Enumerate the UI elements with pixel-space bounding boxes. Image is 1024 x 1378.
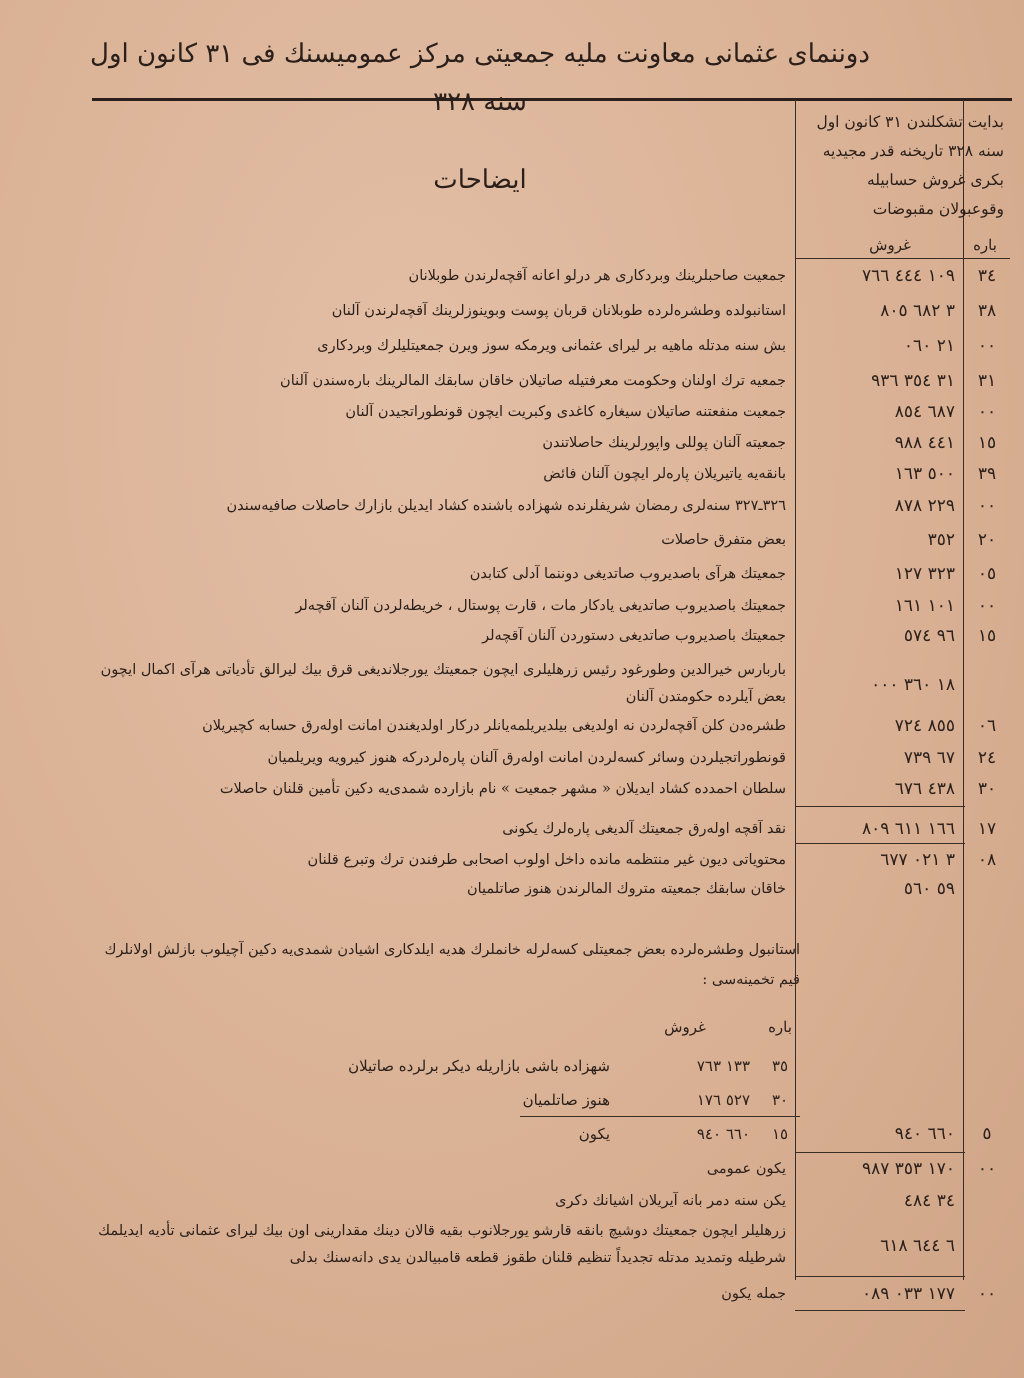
row-description: بانقه‌یه یاتیریلان پاره‌لر ایچون آلنان فائض: [543, 466, 786, 482]
ledger-row: [96, 262, 1012, 290]
row-description: جمعیتك باصدیروب صاتدیغی دستوردن آلنان آقچه‌لر: [482, 628, 786, 644]
row-para: ٣٩: [977, 464, 997, 484]
note-row-amount: ١٣٣ ٧٦٣: [696, 1057, 750, 1075]
row-amount: ٦٨٧ ٨٥٤: [894, 402, 955, 422]
final-rule: [795, 1276, 965, 1277]
ledger-row: [96, 592, 1012, 620]
row-description: باربارس خیرالدین وطورغود رئیس زرهلیلری ایچون جمعیتك یورجلاندیغی قرق بیك لیرالق تأدیاتی هرآی اکمال ایچون بعض آیلرده حکومتدن آلنان: [100, 662, 786, 705]
row-description: بعض متفرق حاصلات: [661, 532, 786, 548]
final-total-row: [96, 1280, 1012, 1308]
row-amount: ٣٢٣ ١٢٧: [894, 564, 955, 584]
receipts-header: بدایت تشکلندن ۳۱ کانون اول سنه ۳۲۸ تاریخنه قدر مجیدیه بکری غروش حسابیله وقوعبولان مقبوضات: [816, 113, 1004, 218]
final-rule: [795, 1310, 965, 1311]
ledger-row: [96, 398, 1012, 426]
row-description: جمعیت صاحبلرینك وبردکاری هر درلو اعانه آقچه‌لرندن طوبلانان: [408, 268, 786, 284]
explanations-header: ایضاحات: [433, 165, 527, 195]
row-para: ٠٠: [977, 336, 997, 356]
note-rule: [520, 1116, 800, 1117]
ledger-row: [96, 712, 1012, 740]
grand-total-row: [96, 1155, 1012, 1183]
row-amount: ٤٤١ ٩٨٨: [894, 433, 955, 453]
ledger-row: [96, 560, 1012, 588]
row-amount: ٣ ٠٢١ ٦٧٧: [880, 850, 955, 870]
unit-rule: [795, 258, 1010, 259]
total-rule: [795, 1152, 965, 1153]
note-row-description: یکون: [578, 1125, 610, 1143]
row-description: جمعیتك هرآی باصدیروب صاتدیغی دوننما آدلی کتابدن: [469, 566, 786, 582]
ledger-row: [96, 367, 1012, 395]
row-description: جمعیه ترك اولنان وحکومت معرفتیله صاتیلان خاقان سابقك المالرینك باره‌سندن آلنان: [280, 373, 786, 389]
subtotal-row: [96, 815, 1012, 843]
row-para: ٣٤: [977, 266, 997, 286]
row-amount: ٣ ٦٨٢ ٨٠٥: [880, 301, 955, 321]
gifts-note: استانبول وطشره‌لرده بعض جمعیتلی کسه‌لرله خانملرك هدیه ایلدکاری اشیادن شمدی‌یه دکین آچیلوب بازلش اولانلرك قیم تخمینه‌سی :: [104, 942, 800, 988]
row-description: محتویاتی دیون غیر منتظمه مانده داخل اولوب اصحابی طرفندن ترك وتبرع قلنان: [307, 852, 786, 868]
note-carried-row: [96, 1120, 1012, 1148]
row-para: ٣١: [977, 371, 997, 391]
row-para: ٠٦: [977, 716, 997, 736]
unit-gurush-label: غروش: [869, 236, 911, 254]
row-para: [964, 875, 1010, 903]
row-description: جمعیته آلنان پوللی واپورلرینك حاصلاتندن: [542, 435, 786, 451]
row-para: ٣٨: [977, 301, 997, 321]
row-amount: ٦٧ ٧٣٩: [903, 748, 955, 768]
row-amount: ١٠٩ ٤٤٤ ٧٦٦: [861, 266, 955, 286]
page-title: دوننمای عثمانی معاونت ملیه جمعیتی مرکز عمومیسنك فی ۳۱ کانون اول سنه ۳۲۸: [90, 39, 870, 117]
row-description: یکن سنه دمر بانه آیریلان اشیانك دکری: [555, 1193, 786, 1209]
ledger-row: [96, 1187, 1012, 1215]
note-row-amount: ٦٦٠ ٩٤٠: [696, 1125, 750, 1143]
ledger-row: [96, 526, 1012, 554]
note-para-header: باره: [768, 1018, 792, 1036]
row-description: سلطان احمدده کشاد ایدیلان « مشهر جمعیت » نام بازارده شمدی‌یه دکین تأمین قلنان حاصلات: [219, 781, 786, 797]
note-row-amount: ٥٢٧ ١٧٦: [696, 1091, 750, 1109]
ledger-row: [96, 775, 1012, 803]
row-para: ٢٤: [977, 748, 997, 768]
row-description: خاقان سابقك جمعیته متروك المالرندن هنوز صاتلمیان: [466, 881, 786, 897]
row-para: ٥: [982, 1124, 992, 1144]
row-amount: ١٨ ٣٦٠ ٠٠٠: [871, 675, 955, 695]
row-para: ٠٠: [977, 596, 997, 616]
ledger-row: [96, 657, 1012, 713]
row-amount: ٢٢٩ ٨٧٨: [894, 496, 955, 516]
row-amount: ٦ ٦٤٤ ٦١٨: [880, 1236, 955, 1256]
row-amount: ١٦٦ ٦١١ ٨٠٩: [861, 819, 955, 839]
row-para: [964, 1232, 1010, 1260]
note-row: [300, 1052, 800, 1080]
row-para: ٠٠: [977, 496, 997, 516]
row-description: نقد آقچه اولەرق جمعیتك آلدیغی پاره‌لرك یکونی: [502, 821, 786, 837]
row-para: ١٥: [977, 626, 997, 646]
note-row-description: هنوز صاتلمیان: [522, 1091, 610, 1109]
row-para: ٣٠: [977, 779, 997, 799]
ledger-row: [96, 1218, 1012, 1274]
row-description: قونطوراتجیلردن وسائر کسه‌لردن امانت اولەرق آلنان پاره‌لردرکه هنوز کیرویه ویریلمیان: [267, 750, 786, 766]
row-amount: ٩٦ ٥٧٤: [903, 626, 955, 646]
row-amount: ١٠١ ١٦١: [894, 596, 955, 616]
row-description: زرهلیلر ایچون جمعیتك دوشیچ بانقه قارشو یورجلانوب بقیه قالان دینك مقدارینی اون بیك لیرای عثمانی تأدیه ایدیلمك شرطیله وتمدید مدتله تجدیداً تنظیم قلنان طقوز قطعه قامبیالدن یدی دانه‌سنك بدلی: [98, 1223, 786, 1266]
row-amount: ٣١ ٣٥٤ ٩٣٦: [871, 371, 955, 391]
row-para: ١٧: [977, 819, 997, 839]
row-description: یکون عمومی: [706, 1161, 786, 1177]
note-row-para: ٣٠: [771, 1091, 789, 1109]
ledger-row: [96, 297, 1012, 325]
row-para: [964, 1187, 1010, 1215]
row-amount: ١٧٧ ٠٣٣ ٠٨٩: [861, 1284, 955, 1304]
row-amount: ١٧٠ ٣٥٣ ٩٨٧: [861, 1159, 955, 1179]
note-gurush-header: غروش: [664, 1018, 706, 1036]
row-description: جمعیت منفعتنه صاتیلان سیغاره کاغدی وکبریت ایچون قونطوراتجیدن آلنان: [345, 404, 786, 420]
subtotal-rule: [795, 843, 965, 844]
note-row-description: شهزاده باشی بازاریله دیکر برلرده صاتیلان: [348, 1057, 610, 1075]
ledger-row: [96, 622, 1012, 650]
ledger-row: [96, 744, 1012, 772]
row-para: ٠٠: [977, 1159, 997, 1179]
row-amount: ٥٩ ٥٦٠: [903, 879, 955, 899]
row-description: استانبولده وطشره‌لرده طوبلانان قربان پوست وبوینوزلرینك آقچه‌لرندن آلنان: [331, 303, 786, 319]
row-description: طشره‌دن کلن آقچه‌لردن نه اولدیغی بیلدیریلمه‌یانلر درکار اولدیغندن امانت اولەرق حسابه کچیریلان: [202, 718, 786, 734]
row-amount: ٣٤ ٤٨٤: [903, 1191, 955, 1211]
row-description: ٣٢٦ـ٣٢٧ سنه‌لری رمضان شریفلرنده شهزاده باشنده کشاد ایدیلن بازارك حاصلات صافیه‌سندن: [226, 498, 786, 514]
row-description: جمعیتك باصدیروب صاتدیغی یادکار مات ، قارت پوستال ، خریطه‌لردن آلنان آقچه‌لر: [295, 598, 786, 614]
note-row: [300, 1086, 800, 1114]
ledger-row: [96, 492, 1012, 520]
row-description: بش سنه مدتله ماهیه بر لیرای عثمانی ویرمکه سوز ویرن جمعیتلیلرك وبردکاری: [317, 338, 786, 354]
row-para: ٢٠: [977, 530, 997, 550]
note-row-para: ٣٥: [771, 1057, 789, 1075]
row-amount: ٤٣٨ ٦٧٦: [894, 779, 955, 799]
row-para: [964, 671, 1010, 699]
row-para: ٠٥: [977, 564, 997, 584]
ledger-row: [96, 460, 1012, 488]
row-para: ٠٨: [977, 850, 997, 870]
ledger-row: [96, 429, 1012, 457]
subtotal-rule: [795, 806, 965, 807]
ledger-row: [96, 332, 1012, 360]
row-description: جمله یکون: [721, 1286, 786, 1302]
row-para: ٠٠: [977, 1284, 997, 1304]
unit-para-label: باره: [973, 236, 997, 254]
note-row-para: ١٥: [771, 1125, 789, 1143]
title-rule: [92, 98, 1012, 101]
ledger-row: [96, 875, 1012, 903]
row-amount: ٦٦٠ ٩٤٠: [894, 1124, 955, 1144]
row-para: ١٥: [977, 433, 997, 453]
ledger-row: [96, 846, 1012, 874]
row-amount: ٣٥٢: [927, 530, 955, 550]
row-amount: ٥٠٠ ١٦٣: [894, 464, 955, 484]
row-amount: ٢١ ٠٦٠: [903, 336, 955, 356]
row-amount: ٨٥٥ ٧٢٤: [894, 716, 955, 736]
row-para: ٠٠: [977, 402, 997, 422]
